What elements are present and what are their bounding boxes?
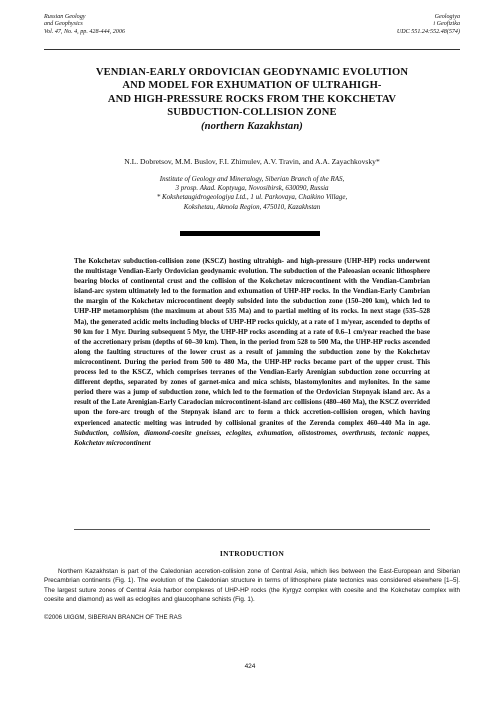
affiliation-line-1: Institute of Geology and Mineralogy, Siberian Branch of the RAS, <box>159 175 345 183</box>
title-line-1: VENDIAN-EARLY ORDOVICIAN GEODYNAMIC EVOLUTION <box>95 67 409 78</box>
author-list: N.L. Dobretsov, M.M. Buslov, F.I. Zhimulev, A.V. Travin, and A.A. Zayachkovsky* <box>124 157 380 166</box>
header-divider <box>44 49 460 50</box>
title-line-2: AND MODEL FOR EXHUMATION OF ULTRAHIGH- <box>122 80 382 92</box>
affiliation-line-4: Kokshetau, Akmola Region, 475010, Kazakhstan <box>183 202 321 211</box>
section-separator-bar <box>180 231 320 236</box>
journal-header-left <box>44 14 125 36</box>
article-title <box>60 66 444 133</box>
affiliation-line-3: * Kokshetaugidrogeologiya Ltd., 1 ul. Parkovaya, Chaikino Village, <box>156 193 348 202</box>
abstract-text: The Kokchetav subduction-collision zone (KSCZ) hosting ultrahigh- and high-pressure (UHP-HP) rocks underwent the multistage Vendian-Early Ordovician geodynamic evolution. The subduction of the Paleoasian oceanic lithosphere bearing blocks of continental crust and the collision of the Kokchetav microcontinent with the Vendian-Cambrian island-arc system ultimately led to the formation and exhumation of UHP-HP rocks. In the Vendian-Early Cambrian the margin of the Kokchetav microcontinent deeply subsided into the subduction zone (150–200 km), which led to UHP-HP metamorphism (the maximum at about 535 Ma) and to partial melting of its rocks. In next stage (535–528 Ma), the generated acidic melts including blocks of UHP-HP rocks quickly, at a rate of 1 m/year, ascended to depths of 90 km for 1 Myr. During subsequent 5 Myr, the UHP-HP rocks ascending at a rate of 0.6–1 cm/year reached the base of the accretionary prism (depths of 60–30 km). Then, in the period from 528 to 500 Ma, the UHP-HP rocks ascended along the faulting structures of the lower crust as a result of jamming the subduction zone by the Kokchetav microcontinent. During the period from 500 to 480 Ma, the UHP-HP rocks became part of the upper crust. This process led to the KSCZ, which comprises terranes of the Vendian-Early Arenigian subduction zone occurring at different depths, separated by zones of garnet-mica and mica schists, blastomylonites and mylonites. In the same period there was a jump of subduction zone, which led to the formation of the Ordovician Stepnyak island arc. As a result of the Late Arenigian-Early Caradocian microcontinent-island arc collisions (480–460 Ma), the KSCZ overrided upon the fore-arc trough of the Stepnyak island arc to form a thick accretion-collision orogen, which having experienced anatectic melting was intruded by collisional granites of the Zerenda complex 460–440 Ma in age. <box>74 257 430 427</box>
journal-name-line-1: Russian Geology <box>44 14 86 20</box>
copyright-notice: ©2006 UIGGM, SIBERIAN BRANCH OF THE RAS <box>44 614 182 621</box>
journal-volume-info: Vol. 47, No. 4, pp. 428-444, 2006 <box>44 28 125 35</box>
journal-russian-name-line-2: i Geofizika <box>433 21 460 28</box>
journal-name-line-2: and Geophysics <box>44 21 83 28</box>
keywords: Subduction, collision, diamond-coesite gneisses, eclogites, exhumation, olistostromes, overthrusts, tectonic nappes, Kokchetav microcontinent <box>74 428 430 447</box>
journal-russian-name-line-1: Geologiya <box>434 14 460 20</box>
introduction-paragraph: Northern Kazakhstan is part of the Caledonian accretion-collision zone of Central Asia, which lies between the East-European and Siberian Precambrian continents (Fig. 1). The evolution of the Caledonian structure in terms of lithosphere plate tectonics was considered elsewhere [1–5]. The largest suture zones of Central Asia harbor complexes of UHP-HP rocks (the Kyrgyz complex with coesite and the Kokchetav complex with coesite and diamond) as well as eclogites and glaucophane schists (Fig. 1). <box>44 568 460 603</box>
abstract-divider <box>74 529 430 530</box>
introduction-heading: INTRODUCTION <box>219 549 285 558</box>
affiliation-line-2: 3 prosp. Akad. Koptyuga, Novosibirsk, 630090, Russia <box>175 184 329 193</box>
affiliations <box>60 175 444 212</box>
abstract <box>74 256 430 448</box>
title-line-3: AND HIGH-PRESSURE ROCKS FROM THE KOKCHETAV <box>107 93 397 105</box>
article-subtitle: (northern Kazakhstan) <box>201 120 303 132</box>
udc-code: UDC 551.24:552.48(574) <box>396 28 460 35</box>
journal-header-right <box>397 14 460 36</box>
page-number: 424 <box>244 663 256 670</box>
title-line-4: SUBDUCTION-COLLISION ZONE <box>167 107 337 119</box>
